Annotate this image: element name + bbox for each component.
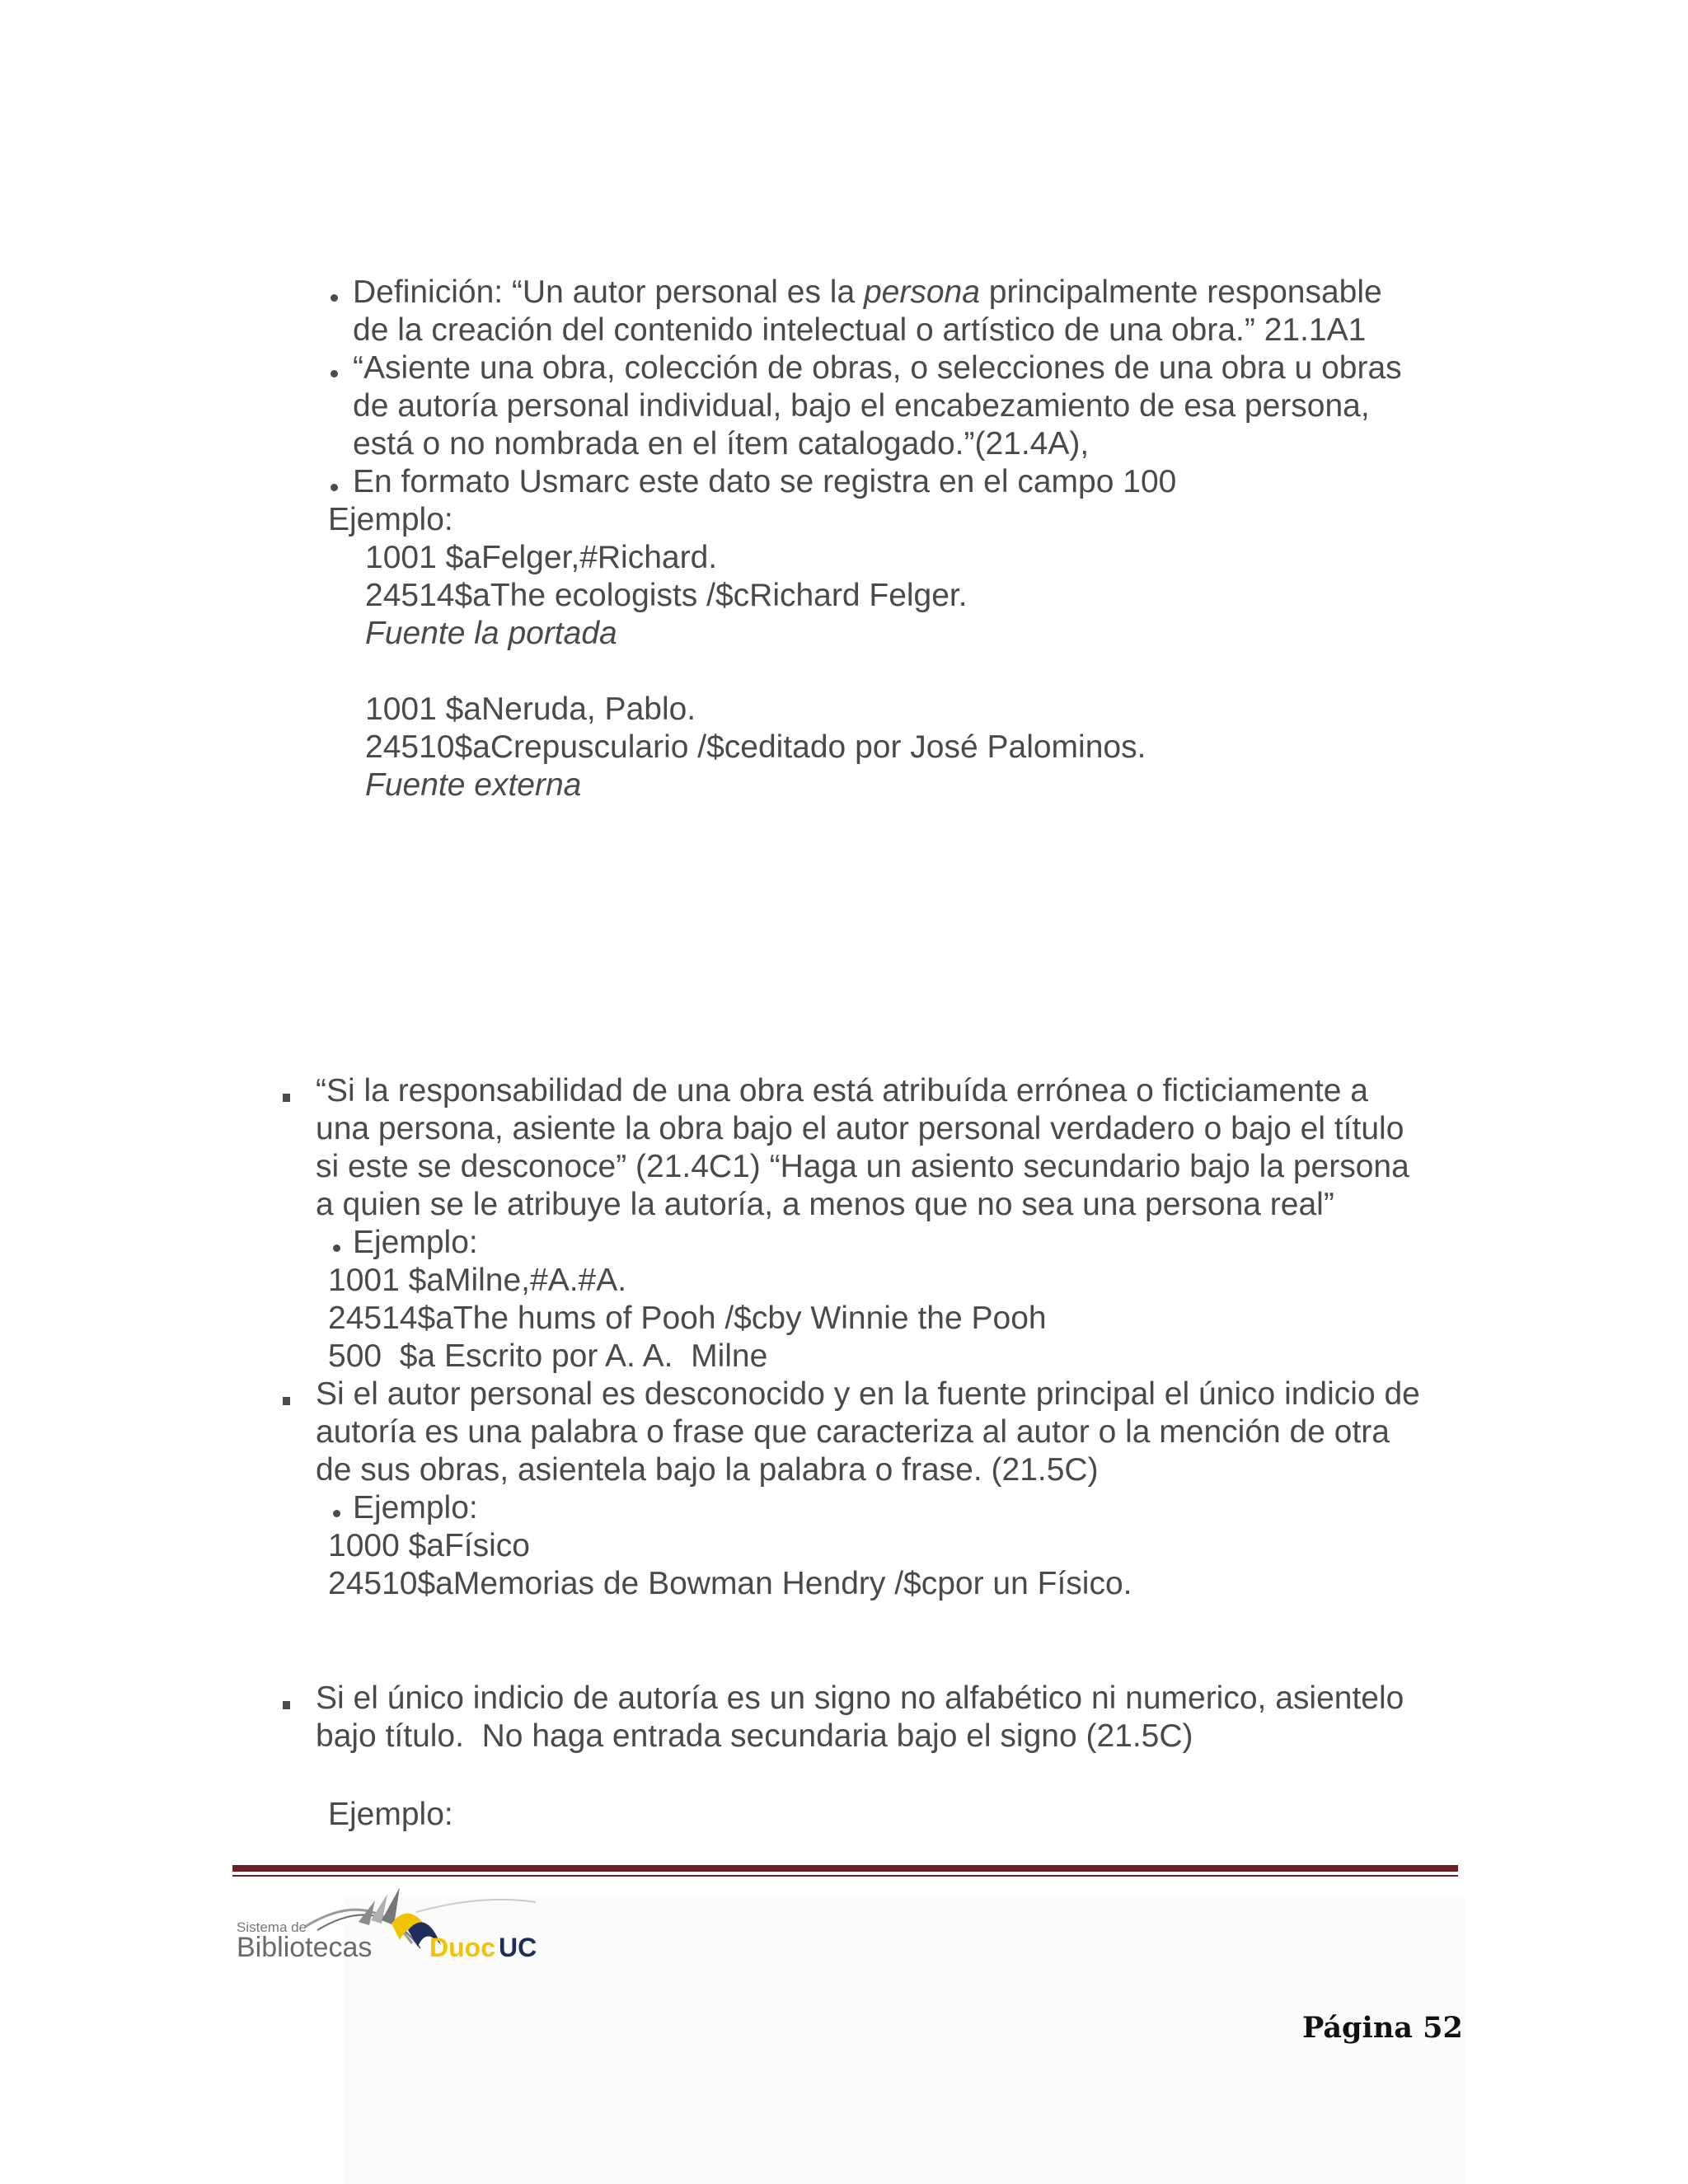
marc-line: 24514$aThe hums of Pooh /$cby Winnie the Pooh: [328, 1301, 1047, 1336]
footer-rule-thin: [232, 1875, 1458, 1877]
example-label: Ejemplo:: [328, 502, 453, 537]
bullet-square-icon: [283, 1094, 290, 1102]
example-label: Ejemplo:: [328, 1797, 453, 1832]
footer-rule-thick: [232, 1865, 1458, 1872]
text-run: Definición: “Un autor personal es la: [353, 274, 864, 310]
text-line: En formato Usmarc este dato se registra en el campo 100: [353, 464, 1177, 499]
text-line: Si el único indicio de autoría es un signo no alfabético ni numerico, asientelo: [316, 1680, 1404, 1716]
text-line: “Asiente una obra, colección de obras, o selecciones de una obra u obras: [353, 350, 1402, 386]
marc-line: 1001 $aMilne,#A.#A.: [328, 1263, 627, 1298]
marc-line: 1001 $aFelger,#Richard.: [365, 540, 718, 575]
bullet-square-icon: [283, 1397, 290, 1405]
bullet-dot-icon: [331, 370, 338, 377]
marc-line: 24514$aThe ecologists /$cRichard Felger.: [365, 578, 968, 613]
source-note: Fuente externa: [365, 767, 582, 803]
marc-line: 24510$aCrepusculario /$ceditado por José Palominos.: [365, 729, 1146, 765]
logo-brand-text: UC: [499, 1933, 537, 1962]
marc-line: 500 $a Escrito por A. A. Milne: [328, 1338, 768, 1374]
marc-line: 24510$aMemorias de Bowman Hendry /$cpor un Físico.: [328, 1566, 1132, 1601]
duocuc-library-logo: [235, 1879, 581, 1970]
marc-line: 1001 $aNeruda, Pablo.: [365, 691, 696, 727]
logo-small-text: Sistema de: [237, 1919, 307, 1935]
text-line: autoría es una palabra o frase que caracteriza al autor o la mención de otra: [316, 1414, 1390, 1450]
text-line: está o no nombrada en el ítem catalogado.”(21.4A),: [353, 426, 1090, 462]
example-label: Ejemplo:: [353, 1490, 478, 1526]
marc-line: 1000 $aFísico: [328, 1528, 530, 1563]
text-line: de la creación del contenido intelectual o artístico de una obra.” 21.1A1: [353, 312, 1367, 348]
text-line: una persona, asiente la obra bajo el autor personal verdadero o bajo el título: [316, 1111, 1404, 1146]
text-run: principalmente responsable: [979, 274, 1382, 310]
example-label: Ejemplo:: [353, 1225, 478, 1260]
text-line: si este se desconoce” (21.4C1) “Haga un asiento secundario bajo la persona: [316, 1149, 1409, 1184]
bullet-square-icon: [283, 1701, 290, 1709]
bullet-dot-icon: [333, 1244, 340, 1252]
text-line: de sus obras, asientela bajo la palabra o frase. (21.5C): [316, 1452, 1099, 1488]
page-number: Página 52: [1302, 2011, 1463, 2045]
bullet-dot-icon: [331, 484, 338, 491]
text-line: Si el autor personal es desconocido y en la fuente principal el único indicio de: [316, 1376, 1420, 1412]
bullet-dot-icon: [333, 1510, 340, 1517]
text-line: “Si la responsabilidad de una obra está atribuída errónea o ficticiamente a: [316, 1073, 1368, 1108]
text-line: de autoría personal individual, bajo el encabezamiento de esa persona,: [353, 388, 1370, 424]
bullet-dot-icon: [331, 294, 338, 302]
bullet-definition-line: [353, 276, 1382, 308]
source-note: Fuente la portada: [365, 616, 617, 651]
italic-term: persona: [863, 274, 980, 310]
logo-big-text: Bibliotecas: [237, 1932, 373, 1963]
text-line: a quien se le atribuye la autoría, a menos que no sea una persona real”: [316, 1187, 1334, 1222]
text-line: bajo título. No haga entrada secundaria bajo el signo (21.5C): [316, 1718, 1193, 1754]
logo-brand-text: Duoc: [429, 1933, 495, 1962]
